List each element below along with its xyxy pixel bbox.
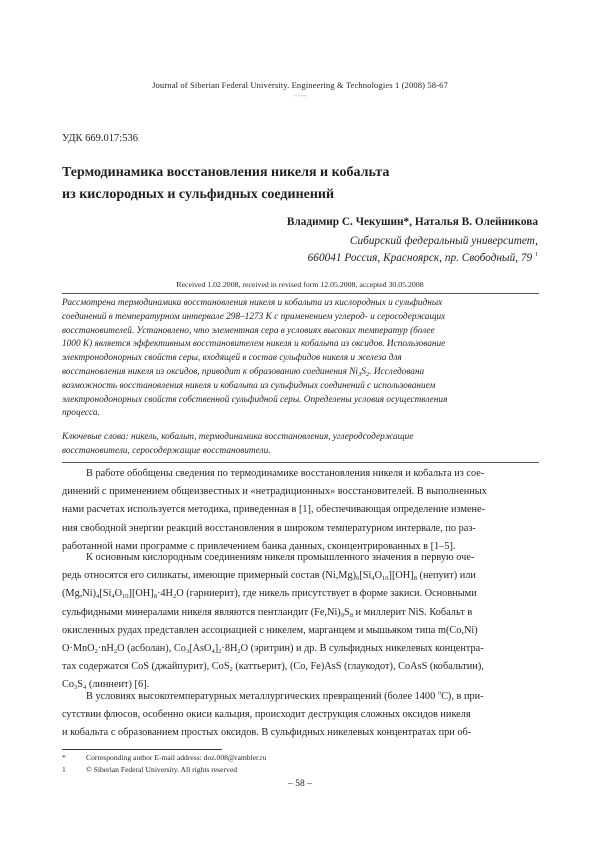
title-line: Термодинамика восстановления никеля и кобальта (62, 165, 390, 180)
body-line: ния свободной энергии реакций восстановления в широком температурном интервале, по раз- (62, 522, 476, 534)
affiliation-address: 660041 Россия, Красноярск, пр. Свободный, 79 $^1$ (307, 252, 538, 264)
keywords-line: Ключевые слова: никель, кобальт, термодинамика восстановления, углеродсодержащие (62, 432, 414, 442)
paragraph-1 (62, 465, 539, 556)
abstract-line: возможность восстановления никеля и кобальта из сульфидных соединений с использованием (62, 380, 436, 391)
body-line: В условиях высокотемпературных металлургических превращений (более 1400 $^о$С), в при- (86, 689, 484, 702)
body-line: тах содержатся CoS (джайпурит), CoS$_2$ (каттьерит), (Co, Fe)AsS (глаукодот), CoAsS (кобальтин), (62, 661, 484, 674)
keywords-line: восстановители, серосодержащие восстановители. (62, 445, 271, 456)
abstract-line: восстановления никеля из оксидов, приводит к образованию соединения $Ni_3S_2$. Исследована (62, 366, 425, 378)
header-ornament: ~ ~ ~ (293, 94, 307, 100)
abstract-line: восстановителей. Установлено, что элементная сера в условиях высоких температур (более (62, 325, 435, 336)
body-line: редь относятся его силикаты, имеющие примерный состав $(Ni,Mg)_6[Si_4O_{10}][OH]_8$ (непуит) или (62, 570, 476, 583)
body-line: $O\cdot MnO_2\cdot nH_2O$ (асболан), $Co_3[AsO_4]_2\cdot 8H_2O$ (эритрин) и др. В сульфидных никелевых концентра- (62, 642, 484, 655)
abstract-line: процесса. (62, 408, 100, 419)
article-title (62, 162, 542, 206)
affiliation-line: Сибирский федеральный университет, (349, 235, 538, 247)
paragraph-2 (62, 549, 539, 695)
footnote (62, 753, 266, 762)
body-line: $(Mg,Ni)_4[Si_4O_{10}][OH]_8\cdot 4H_2O$ (гарниерит), где никель присутствует в форме закиси. Основными (62, 588, 477, 601)
body-line: окисленных рудах представлен ассоциацией с никелем, марганцем и мышьяком типа m(Co,Ni) (62, 624, 478, 636)
footnote-text: © Siberian Federal University. All rights reserved (86, 765, 237, 774)
abstract-line: 1000 К) является эффективным восстановителем никеля и кобальта из оксидов. Использование (62, 339, 446, 350)
received-dates: Received 1.02.2008, received in revised form 12.05.2008, accepted 30.05.2008 (176, 280, 424, 289)
body-line: $Co_3S_4$ (линнеит) [6]. (62, 679, 150, 692)
udk-code: УДК 669.017:536 (62, 133, 138, 144)
footnote-mark: 1 (62, 765, 66, 774)
body-line: нами расчетах используется методика, приведенная в [1], обеспечивающая определение измене- (62, 504, 486, 516)
footnote-divider (62, 749, 222, 750)
paragraph-3 (62, 688, 539, 743)
body-line: К основным кислородным соединениям никеля промышленного значения в первую оче- (86, 552, 475, 563)
footnote-text: Corresponding author E-mail address: doz.008@rambler.ru (86, 753, 267, 762)
page-number: – 58 – (288, 779, 312, 789)
keywords (62, 431, 539, 459)
affiliation-mark: 1 (535, 252, 538, 259)
body-line: сульфидными минералами никеля являются пентландит $(Fe,Ni)_9S_8$ и миллерит NiS. Кобальт в (62, 606, 473, 619)
abstract-line: Рассмотрена термодинамика восстановления никеля и кобальта из кислородных и сульфидных (62, 298, 443, 308)
abstract-line: электронодонорных свойств серы, входящей в состав сульфидов никеля и железа для (62, 353, 402, 364)
body-line: динений с применением общеизвестных и «нетрадиционных» восстановителей. В выполненных (62, 486, 487, 498)
body-line: и кобальта с образованием простых оксидов. В сульфидных никелевых концентратах при об- (62, 727, 472, 739)
body-line: сутствии флюсов, особенно окиси кальция, происходит деструкция сложных оксидов никеля (62, 709, 471, 721)
abstract-line: соединений в температурном интервале 298–1273 К с применением углерод- и серосодержащих (62, 311, 446, 322)
journal-header: Journal of Siberian Federal University. Engineering & Technologies 1 (2008) 58-67 (152, 80, 448, 90)
abstract-line: электронодонорных свойств собственной сульфидной серы. Определены условия осуществления (62, 394, 448, 405)
body-line: работанной нами программе с привлечением банка данных, сконцентрированных в [1–5]. (62, 540, 456, 552)
footnote-mark: * (62, 753, 66, 762)
body-line: В работе обобщены сведения по термодинамике восстановления никеля и кобальта из сое- (86, 468, 485, 479)
authors: Владимир С. Чекушин*, Наталья В. Олейникова (286, 216, 538, 228)
abstract (62, 297, 539, 421)
footnote (62, 765, 237, 774)
title-line: из кислородных и сульфидных соединений (62, 187, 335, 202)
